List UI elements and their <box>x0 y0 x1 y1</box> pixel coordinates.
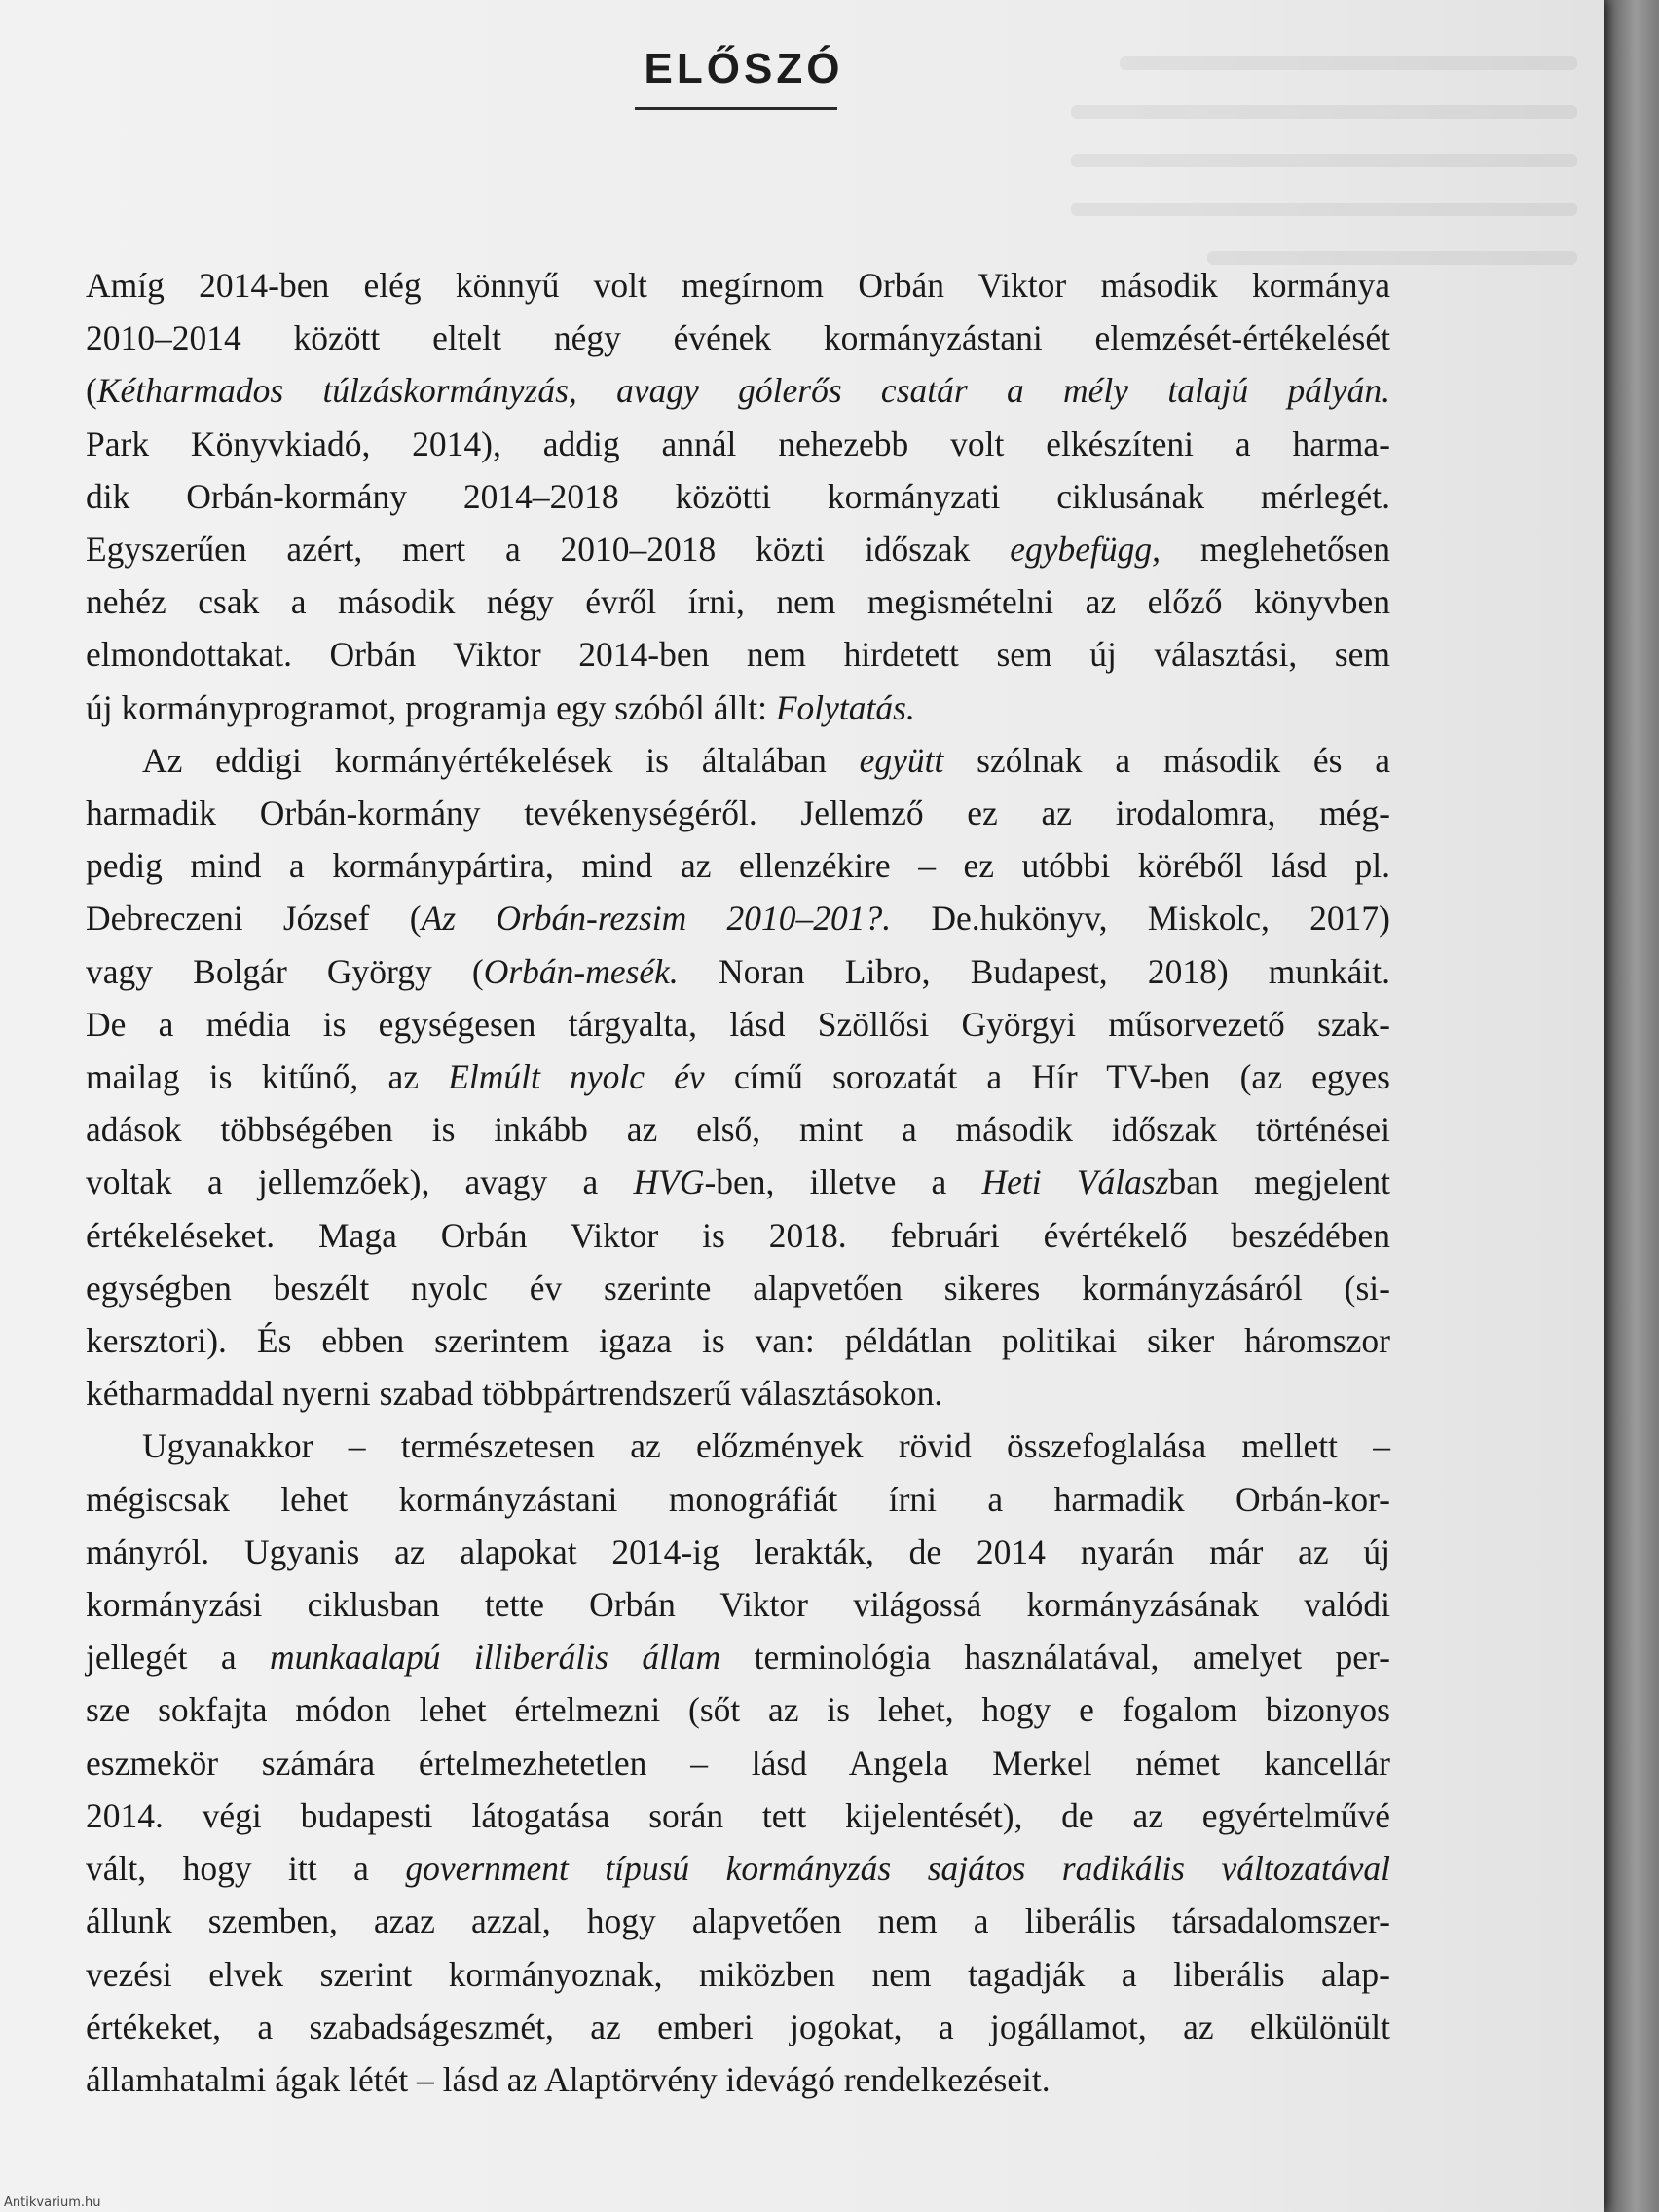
text-line: dik Orbán-kormány 2014–2018 közötti kormányzati ciklusának mérlegét. <box>86 476 1390 516</box>
text-line: Amíg 2014-ben elég könnyű volt megírnom Orbán Viktor második kormánya <box>86 266 1390 305</box>
paragraph <box>86 259 1390 734</box>
italic-title: munkaalapú illiberális állam <box>270 1638 721 1677</box>
show-through-text <box>1071 105 1577 119</box>
text-line: eszmekör számára értelmezhetetlen – lásd Angela Merkel német kancellár <box>86 1743 1390 1783</box>
text-line: értékeléseket. Maga Orbán Viktor is 2018. februári évértékelő beszédében <box>86 1215 1390 1255</box>
text-line: Az eddigi kormányértékelések is általában együtt szólnak a második és a <box>142 740 1390 780</box>
body-text <box>86 259 1390 2106</box>
italic-title: Orbán-mesék. <box>483 951 679 991</box>
show-through-text <box>1071 154 1577 167</box>
paragraph <box>86 734 1390 1420</box>
text-line: kormányzási ciklusban tette Orbán Viktor világossá kormányzásának valódi <box>86 1585 1390 1625</box>
text-line: pedig mind a kormánypártira, mind az ellenzékire – ez utóbbi köréből lásd pl. <box>86 846 1390 886</box>
watermark-text: Antikvarium.hu <box>4 2195 101 2210</box>
text-line: állunk szemben, azaz azzal, hogy alapvetően nem a liberális társadalomszer- <box>86 1901 1390 1941</box>
page-title: ELŐSZÓ <box>644 45 844 92</box>
text-line: kersztori). És ebben szerintem igaza is van: példátlan politikai siker háromszor <box>86 1321 1390 1361</box>
text-line: egységben beszélt nyolc év szerinte alapvetően sikeres kormányzásáról (si- <box>86 1268 1390 1308</box>
text-line: 2010–2014 között eltelt négy évének kormányzástani elemzését-értékelését <box>86 318 1390 358</box>
text-line: mányról. Ugyanis az alapokat 2014-ig lerakták, de 2014 nyarán már az új <box>86 1531 1390 1571</box>
text-line: jellegét a munkaalapú illiberális állam terminológia használatával, amelyet per- <box>86 1638 1390 1677</box>
italic-title: Elmúlt nyolc év <box>448 1057 705 1097</box>
paragraph <box>86 1419 1390 2106</box>
text-line: sze sokfajta módon lehet értelmezni (sőt az is lehet, hogy e fogalom bizonyos <box>86 1690 1390 1730</box>
text-line: harmadik Orbán-kormány tevékenységéről. Jellemző ez az irodalomra, még- <box>86 793 1390 833</box>
text-line: elmondottakat. Orbán Viktor 2014-ben nem hirdetett sem új választási, sem <box>86 635 1390 675</box>
text-line: kétharmaddal nyerni szabad többpártrendszerű választásokon. <box>86 1374 943 1414</box>
text-line: mégiscsak lehet kormányzástani monográfiát írni a harmadik Orbán-kor- <box>86 1479 1390 1519</box>
text-line: vált, hogy itt a government típusú kormányzás sajátos radikális változatával <box>86 1849 1390 1889</box>
text-line: De a média is egységesen tárgyalta, lásd Szöllősi Györgyi műsorvezető szak- <box>86 1004 1390 1044</box>
text-line: mailag is kitűnő, az Elmúlt nyolc év című sorozatát a Hír TV-ben (az egyes <box>86 1057 1390 1097</box>
text-line: Egyszerűen azért, mert a 2010–2018 közti időszak egybefügg, meglehetősen <box>86 530 1390 570</box>
text-line: vagy Bolgár György (Orbán-mesék. Noran Libro, Budapest, 2018) munkáit. <box>86 951 1391 991</box>
background-book-edge <box>1597 0 1659 2212</box>
italic-title: Az Orbán-rezsim 2010–201?. <box>421 899 892 939</box>
text-line: értékeket, a szabadságeszmét, az emberi jogokat, a jogállamot, az elkülönült <box>86 2007 1390 2046</box>
text-line: vezési elvek szerint kormányoznak, miközben nem tagadják a liberális alap- <box>86 1954 1390 1994</box>
show-through-text <box>1071 203 1577 216</box>
italic-title: Kétharmados túlzáskormányzás, avagy gólerős csatár a mély talajú pályán. <box>96 371 1390 411</box>
text-line: Park Könyvkiadó, 2014), addig annál nehezebb volt elkészíteni a harma- <box>86 424 1390 463</box>
page-heading-wrap <box>0 45 1604 93</box>
text-line: 2014. végi budapesti látogatása során tett kijelentését), de az egyértelművé <box>86 1795 1390 1835</box>
heading-underline <box>635 107 837 110</box>
italic-title: HVG <box>633 1162 705 1202</box>
italic-title: Folytatás. <box>775 687 915 727</box>
italic-title: együtt <box>859 740 944 780</box>
text-line: (Kétharmados túlzáskormányzás, avagy gólerős csatár a mély talajú pályán. <box>86 371 1390 411</box>
text-line: Ugyanakkor – természetesen az előzmények rövid összefoglalása mellett – <box>142 1426 1390 1466</box>
italic-title: government típusú kormányzás sajátos radikális változatával <box>405 1849 1390 1889</box>
text-line: új kormányprogramot, programja egy szóból állt: Folytatás. <box>86 687 915 727</box>
text-line: államhatalmi ágak létét – lásd az Alaptörvény idevágó rendelkezéseit. <box>86 2059 1051 2099</box>
text-line: adások többségében is inkább az első, mint a második időszak történései <box>86 1110 1390 1150</box>
italic-title: egybefügg, <box>1010 530 1161 570</box>
text-line: voltak a jellemzőek), avagy a HVG-ben, illetve a Heti Válaszban megjelent <box>86 1162 1390 1202</box>
text-line: nehéz csak a második négy évről írni, nem megismételni az előző könyvben <box>86 582 1390 622</box>
text-line: Debreczeni József (Az Orbán-rezsim 2010–201?. De.hukönyv, Miskolc, 2017) <box>86 899 1390 939</box>
italic-title: Heti Válasz <box>981 1162 1169 1202</box>
